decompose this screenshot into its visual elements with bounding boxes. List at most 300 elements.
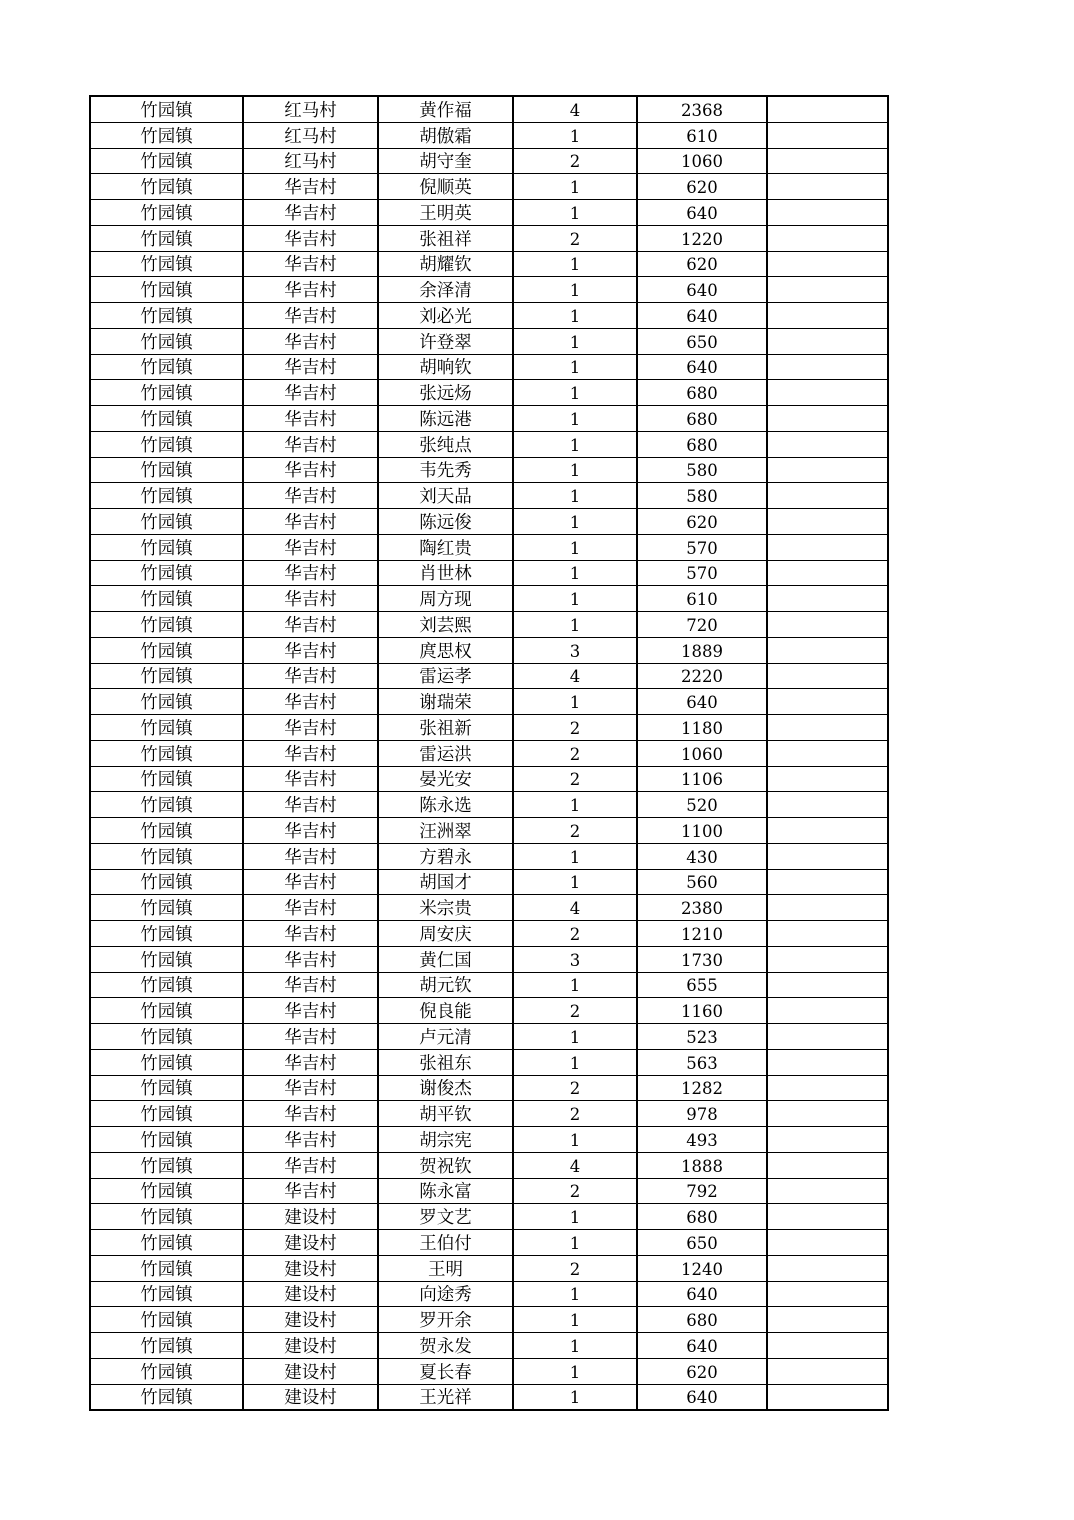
town-cell: 竹园镇 xyxy=(90,328,243,354)
table-row xyxy=(90,921,888,947)
name-cell: 方碧永 xyxy=(378,843,513,869)
count-cell: 1 xyxy=(513,200,637,226)
town-cell: 竹园镇 xyxy=(90,277,243,303)
remark-cell xyxy=(767,792,888,818)
village-cell: 华吉村 xyxy=(243,354,378,380)
amount-cell: 563 xyxy=(637,1049,767,1075)
village-cell: 华吉村 xyxy=(243,560,378,586)
village-cell: 华吉村 xyxy=(243,637,378,663)
remark-cell xyxy=(767,1384,888,1410)
remark-cell xyxy=(767,921,888,947)
table-row xyxy=(90,1307,888,1333)
village-cell: 华吉村 xyxy=(243,328,378,354)
table-row xyxy=(90,148,888,174)
table-row xyxy=(90,1024,888,1050)
name-cell: 谢俊杰 xyxy=(378,1075,513,1101)
table-row xyxy=(90,1281,888,1307)
name-cell: 胡平钦 xyxy=(378,1101,513,1127)
village-cell: 华吉村 xyxy=(243,1127,378,1153)
remark-cell xyxy=(767,1230,888,1256)
town-cell: 竹园镇 xyxy=(90,869,243,895)
town-cell: 竹园镇 xyxy=(90,251,243,277)
village-cell: 建设村 xyxy=(243,1230,378,1256)
town-cell: 竹园镇 xyxy=(90,457,243,483)
village-cell: 建设村 xyxy=(243,1384,378,1410)
name-cell: 庹思权 xyxy=(378,637,513,663)
name-cell: 王明 xyxy=(378,1255,513,1281)
table-row xyxy=(90,174,888,200)
town-cell: 竹园镇 xyxy=(90,431,243,457)
table-row xyxy=(90,200,888,226)
name-cell: 陈永选 xyxy=(378,792,513,818)
amount-cell: 1888 xyxy=(637,1152,767,1178)
remark-cell xyxy=(767,354,888,380)
town-cell: 竹园镇 xyxy=(90,200,243,226)
town-cell: 竹园镇 xyxy=(90,972,243,998)
village-cell: 华吉村 xyxy=(243,251,378,277)
count-cell: 3 xyxy=(513,946,637,972)
village-cell: 华吉村 xyxy=(243,843,378,869)
count-cell: 2 xyxy=(513,1178,637,1204)
town-cell: 竹园镇 xyxy=(90,715,243,741)
remark-cell xyxy=(767,431,888,457)
amount-cell: 523 xyxy=(637,1024,767,1050)
remark-cell xyxy=(767,174,888,200)
amount-cell: 620 xyxy=(637,509,767,535)
table-row xyxy=(90,1178,888,1204)
town-cell: 竹园镇 xyxy=(90,303,243,329)
count-cell: 2 xyxy=(513,148,637,174)
remark-cell xyxy=(767,1307,888,1333)
amount-cell: 640 xyxy=(637,1384,767,1410)
amount-cell: 560 xyxy=(637,869,767,895)
count-cell: 1 xyxy=(513,174,637,200)
town-cell: 竹园镇 xyxy=(90,174,243,200)
amount-cell: 1100 xyxy=(637,818,767,844)
amount-cell: 1106 xyxy=(637,766,767,792)
town-cell: 竹园镇 xyxy=(90,509,243,535)
amount-cell: 610 xyxy=(637,122,767,148)
count-cell: 1 xyxy=(513,1333,637,1359)
town-cell: 竹园镇 xyxy=(90,1384,243,1410)
name-cell: 倪良能 xyxy=(378,998,513,1024)
town-cell: 竹园镇 xyxy=(90,1204,243,1230)
town-cell: 竹园镇 xyxy=(90,483,243,509)
remark-cell xyxy=(767,715,888,741)
village-cell: 华吉村 xyxy=(243,406,378,432)
amount-cell: 680 xyxy=(637,380,767,406)
table-row xyxy=(90,534,888,560)
name-cell: 胡元钦 xyxy=(378,972,513,998)
amount-cell: 640 xyxy=(637,200,767,226)
remark-cell xyxy=(767,663,888,689)
remark-cell xyxy=(767,303,888,329)
count-cell: 1 xyxy=(513,303,637,329)
count-cell: 1 xyxy=(513,534,637,560)
table-row xyxy=(90,251,888,277)
name-cell: 王光祥 xyxy=(378,1384,513,1410)
town-cell: 竹园镇 xyxy=(90,1049,243,1075)
count-cell: 1 xyxy=(513,1127,637,1153)
amount-cell: 570 xyxy=(637,534,767,560)
amount-cell: 1730 xyxy=(637,946,767,972)
remark-cell xyxy=(767,586,888,612)
table-row xyxy=(90,303,888,329)
amount-cell: 620 xyxy=(637,251,767,277)
remark-cell xyxy=(767,1152,888,1178)
name-cell: 雷运孝 xyxy=(378,663,513,689)
name-cell: 贺永发 xyxy=(378,1333,513,1359)
table-row xyxy=(90,895,888,921)
count-cell: 1 xyxy=(513,406,637,432)
count-cell: 1 xyxy=(513,1281,637,1307)
amount-cell: 580 xyxy=(637,457,767,483)
town-cell: 竹园镇 xyxy=(90,1307,243,1333)
table-row xyxy=(90,354,888,380)
amount-cell: 680 xyxy=(637,1307,767,1333)
town-cell: 竹园镇 xyxy=(90,689,243,715)
village-cell: 建设村 xyxy=(243,1333,378,1359)
town-cell: 竹园镇 xyxy=(90,1101,243,1127)
count-cell: 4 xyxy=(513,1152,637,1178)
count-cell: 1 xyxy=(513,380,637,406)
remark-cell xyxy=(767,509,888,535)
town-cell: 竹园镇 xyxy=(90,921,243,947)
name-cell: 余泽清 xyxy=(378,277,513,303)
count-cell: 1 xyxy=(513,251,637,277)
amount-cell: 720 xyxy=(637,612,767,638)
name-cell: 夏长春 xyxy=(378,1358,513,1384)
name-cell: 王伯付 xyxy=(378,1230,513,1256)
count-cell: 2 xyxy=(513,998,637,1024)
town-cell: 竹园镇 xyxy=(90,1358,243,1384)
table-row xyxy=(90,328,888,354)
amount-cell: 655 xyxy=(637,972,767,998)
name-cell: 刘天品 xyxy=(378,483,513,509)
name-cell: 陈远俊 xyxy=(378,509,513,535)
town-cell: 竹园镇 xyxy=(90,225,243,251)
name-cell: 陈永富 xyxy=(378,1178,513,1204)
village-cell: 华吉村 xyxy=(243,869,378,895)
town-cell: 竹园镇 xyxy=(90,1255,243,1281)
count-cell: 1 xyxy=(513,560,637,586)
name-cell: 晏光安 xyxy=(378,766,513,792)
amount-cell: 792 xyxy=(637,1178,767,1204)
count-cell: 2 xyxy=(513,225,637,251)
remark-cell xyxy=(767,328,888,354)
count-cell: 1 xyxy=(513,509,637,535)
amount-cell: 580 xyxy=(637,483,767,509)
remark-cell xyxy=(767,200,888,226)
name-cell: 黄作福 xyxy=(378,96,513,122)
town-cell: 竹园镇 xyxy=(90,354,243,380)
count-cell: 1 xyxy=(513,122,637,148)
amount-cell: 1889 xyxy=(637,637,767,663)
town-cell: 竹园镇 xyxy=(90,1024,243,1050)
count-cell: 1 xyxy=(513,612,637,638)
count-cell: 2 xyxy=(513,818,637,844)
name-cell: 黄仁国 xyxy=(378,946,513,972)
table-row xyxy=(90,1204,888,1230)
town-cell: 竹园镇 xyxy=(90,792,243,818)
name-cell: 周安庆 xyxy=(378,921,513,947)
remark-cell xyxy=(767,869,888,895)
village-cell: 华吉村 xyxy=(243,586,378,612)
remark-cell xyxy=(767,740,888,766)
village-cell: 华吉村 xyxy=(243,1024,378,1050)
table-row xyxy=(90,843,888,869)
town-cell: 竹园镇 xyxy=(90,637,243,663)
count-cell: 1 xyxy=(513,457,637,483)
count-cell: 1 xyxy=(513,843,637,869)
village-cell: 华吉村 xyxy=(243,431,378,457)
village-cell: 华吉村 xyxy=(243,457,378,483)
count-cell: 2 xyxy=(513,740,637,766)
table-row xyxy=(90,689,888,715)
remark-cell xyxy=(767,1281,888,1307)
table-row xyxy=(90,1101,888,1127)
remark-cell xyxy=(767,1358,888,1384)
name-cell: 罗文艺 xyxy=(378,1204,513,1230)
remark-cell xyxy=(767,1255,888,1281)
count-cell: 1 xyxy=(513,1204,637,1230)
name-cell: 贺祝钦 xyxy=(378,1152,513,1178)
remark-cell xyxy=(767,637,888,663)
count-cell: 1 xyxy=(513,328,637,354)
table-row xyxy=(90,637,888,663)
remark-cell xyxy=(767,148,888,174)
count-cell: 4 xyxy=(513,895,637,921)
village-cell: 建设村 xyxy=(243,1255,378,1281)
amount-cell: 640 xyxy=(637,277,767,303)
remark-cell xyxy=(767,1333,888,1359)
town-cell: 竹园镇 xyxy=(90,1152,243,1178)
village-cell: 华吉村 xyxy=(243,1178,378,1204)
town-cell: 竹园镇 xyxy=(90,843,243,869)
count-cell: 3 xyxy=(513,637,637,663)
remark-cell xyxy=(767,122,888,148)
town-cell: 竹园镇 xyxy=(90,1127,243,1153)
amount-cell: 1180 xyxy=(637,715,767,741)
village-cell: 华吉村 xyxy=(243,509,378,535)
remark-cell xyxy=(767,1024,888,1050)
amount-cell: 680 xyxy=(637,1204,767,1230)
name-cell: 胡傲霜 xyxy=(378,122,513,148)
village-cell: 华吉村 xyxy=(243,1049,378,1075)
table-row xyxy=(90,1333,888,1359)
count-cell: 2 xyxy=(513,1255,637,1281)
amount-cell: 493 xyxy=(637,1127,767,1153)
table-row xyxy=(90,586,888,612)
amount-cell: 1210 xyxy=(637,921,767,947)
table-body xyxy=(90,96,888,1410)
amount-cell: 2220 xyxy=(637,663,767,689)
village-cell: 华吉村 xyxy=(243,895,378,921)
table-row xyxy=(90,380,888,406)
count-cell: 1 xyxy=(513,1307,637,1333)
village-cell: 华吉村 xyxy=(243,1152,378,1178)
name-cell: 向途秀 xyxy=(378,1281,513,1307)
village-cell: 红马村 xyxy=(243,122,378,148)
name-cell: 陶红贵 xyxy=(378,534,513,560)
table-row xyxy=(90,1152,888,1178)
village-cell: 华吉村 xyxy=(243,792,378,818)
village-cell: 华吉村 xyxy=(243,946,378,972)
amount-cell: 430 xyxy=(637,843,767,869)
village-cell: 建设村 xyxy=(243,1281,378,1307)
amount-cell: 640 xyxy=(637,1281,767,1307)
name-cell: 卢元清 xyxy=(378,1024,513,1050)
remark-cell xyxy=(767,946,888,972)
remark-cell xyxy=(767,1204,888,1230)
village-cell: 华吉村 xyxy=(243,534,378,560)
table-row xyxy=(90,509,888,535)
count-cell: 2 xyxy=(513,715,637,741)
amount-cell: 640 xyxy=(637,303,767,329)
village-cell: 华吉村 xyxy=(243,998,378,1024)
remark-cell xyxy=(767,534,888,560)
village-cell: 华吉村 xyxy=(243,818,378,844)
table-row xyxy=(90,1230,888,1256)
table-row xyxy=(90,946,888,972)
remark-cell xyxy=(767,483,888,509)
remark-cell xyxy=(767,972,888,998)
name-cell: 刘必光 xyxy=(378,303,513,329)
town-cell: 竹园镇 xyxy=(90,380,243,406)
table-row xyxy=(90,663,888,689)
town-cell: 竹园镇 xyxy=(90,740,243,766)
count-cell: 1 xyxy=(513,1358,637,1384)
remark-cell xyxy=(767,843,888,869)
village-cell: 华吉村 xyxy=(243,303,378,329)
name-cell: 雷运洪 xyxy=(378,740,513,766)
remark-cell xyxy=(767,1127,888,1153)
village-cell: 华吉村 xyxy=(243,689,378,715)
count-cell: 1 xyxy=(513,689,637,715)
table-row xyxy=(90,1384,888,1410)
amount-cell: 1240 xyxy=(637,1255,767,1281)
remark-cell xyxy=(767,1178,888,1204)
name-cell: 胡耀钦 xyxy=(378,251,513,277)
village-cell: 红马村 xyxy=(243,148,378,174)
name-cell: 汪洲翠 xyxy=(378,818,513,844)
count-cell: 2 xyxy=(513,1101,637,1127)
amount-cell: 2380 xyxy=(637,895,767,921)
amount-cell: 620 xyxy=(637,174,767,200)
name-cell: 许登翠 xyxy=(378,328,513,354)
town-cell: 竹园镇 xyxy=(90,895,243,921)
remark-cell xyxy=(767,612,888,638)
count-cell: 2 xyxy=(513,921,637,947)
table-row xyxy=(90,715,888,741)
name-cell: 陈远港 xyxy=(378,406,513,432)
remark-cell xyxy=(767,766,888,792)
village-cell: 华吉村 xyxy=(243,200,378,226)
town-cell: 竹园镇 xyxy=(90,122,243,148)
name-cell: 米宗贵 xyxy=(378,895,513,921)
amount-cell: 610 xyxy=(637,586,767,612)
count-cell: 1 xyxy=(513,1230,637,1256)
town-cell: 竹园镇 xyxy=(90,818,243,844)
name-cell: 胡宗宪 xyxy=(378,1127,513,1153)
amount-cell: 570 xyxy=(637,560,767,586)
count-cell: 1 xyxy=(513,586,637,612)
amount-cell: 650 xyxy=(637,328,767,354)
table-row xyxy=(90,998,888,1024)
table-row xyxy=(90,1255,888,1281)
name-cell: 胡响钦 xyxy=(378,354,513,380)
town-cell: 竹园镇 xyxy=(90,586,243,612)
name-cell: 张祖祥 xyxy=(378,225,513,251)
town-cell: 竹园镇 xyxy=(90,766,243,792)
amount-cell: 520 xyxy=(637,792,767,818)
town-cell: 竹园镇 xyxy=(90,148,243,174)
village-cell: 华吉村 xyxy=(243,380,378,406)
name-cell: 谢瑞荣 xyxy=(378,689,513,715)
village-cell: 华吉村 xyxy=(243,663,378,689)
amount-cell: 680 xyxy=(637,406,767,432)
remark-cell xyxy=(767,818,888,844)
name-cell: 张祖东 xyxy=(378,1049,513,1075)
remark-cell xyxy=(767,406,888,432)
town-cell: 竹园镇 xyxy=(90,560,243,586)
table-row xyxy=(90,792,888,818)
table-row xyxy=(90,1127,888,1153)
amount-cell: 650 xyxy=(637,1230,767,1256)
amount-cell: 1060 xyxy=(637,148,767,174)
name-cell: 韦先秀 xyxy=(378,457,513,483)
town-cell: 竹园镇 xyxy=(90,534,243,560)
remark-cell xyxy=(767,689,888,715)
village-cell: 建设村 xyxy=(243,1204,378,1230)
name-cell: 张纯点 xyxy=(378,431,513,457)
table-row xyxy=(90,277,888,303)
table-row xyxy=(90,972,888,998)
remark-cell xyxy=(767,560,888,586)
town-cell: 竹园镇 xyxy=(90,1333,243,1359)
count-cell: 1 xyxy=(513,1384,637,1410)
amount-cell: 1160 xyxy=(637,998,767,1024)
table-row xyxy=(90,740,888,766)
count-cell: 1 xyxy=(513,869,637,895)
remark-cell xyxy=(767,1101,888,1127)
amount-cell: 640 xyxy=(637,354,767,380)
count-cell: 4 xyxy=(513,663,637,689)
village-cell: 建设村 xyxy=(243,1307,378,1333)
table-row xyxy=(90,560,888,586)
name-cell: 胡守奎 xyxy=(378,148,513,174)
count-cell: 1 xyxy=(513,354,637,380)
count-cell: 2 xyxy=(513,1075,637,1101)
village-cell: 华吉村 xyxy=(243,225,378,251)
table-row xyxy=(90,225,888,251)
village-cell: 华吉村 xyxy=(243,1101,378,1127)
village-cell: 华吉村 xyxy=(243,1075,378,1101)
count-cell: 4 xyxy=(513,96,637,122)
village-cell: 华吉村 xyxy=(243,921,378,947)
remark-cell xyxy=(767,380,888,406)
table-row xyxy=(90,1075,888,1101)
name-cell: 罗开余 xyxy=(378,1307,513,1333)
name-cell: 王明英 xyxy=(378,200,513,226)
name-cell: 张远炀 xyxy=(378,380,513,406)
amount-cell: 2368 xyxy=(637,96,767,122)
town-cell: 竹园镇 xyxy=(90,96,243,122)
amount-cell: 680 xyxy=(637,431,767,457)
name-cell: 周方现 xyxy=(378,586,513,612)
village-cell: 华吉村 xyxy=(243,766,378,792)
village-cell: 华吉村 xyxy=(243,715,378,741)
